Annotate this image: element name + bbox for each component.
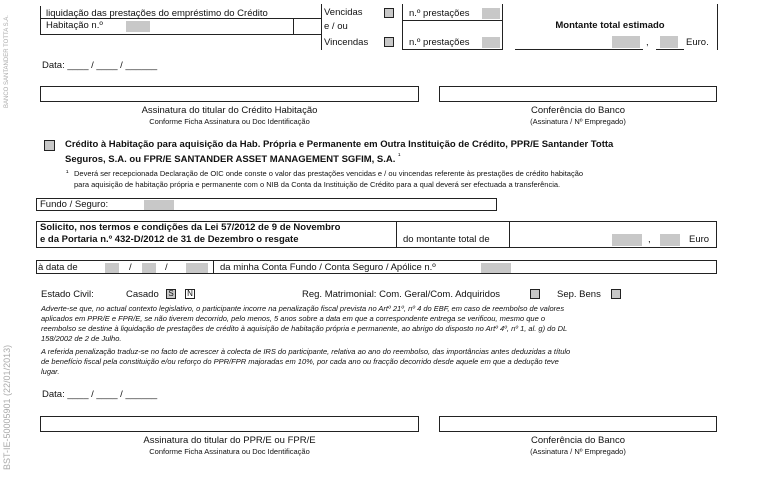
date-underline [100, 273, 212, 274]
montante-cents-field[interactable] [660, 36, 678, 48]
warning-line: Adverte-se que, no actual contexto legislativo, o participante incorre na penalização fiscal prevista no Artº 21º, nº 4 do EBF, em caso de reembolso de valores [41, 304, 565, 313]
n-prestacoes-label-1: n.º prestações [409, 8, 470, 19]
titular-credito-sub: Conforme Ficha Assinatura ou Doc Identificação [149, 117, 310, 126]
divider [509, 221, 510, 248]
divider [40, 18, 322, 19]
estado-civil-label: Estado Civil: [41, 289, 94, 300]
divider [40, 6, 41, 34]
warning-line: reembolso se destine à liquidação de prestações de crédito à aquisição de habitação própria e permanente, ao abrigo do disposto no Artº 4º, nº 1, al. g) do DL [41, 324, 568, 333]
divider [40, 34, 322, 35]
side-code-top: BANCO SANTANDER TOTTA S.A. [4, 15, 10, 108]
credito-habitacao-checkbox[interactable] [44, 140, 55, 151]
liquidacao-label: liquidação das prestações do empréstimo do Crédito [46, 8, 268, 19]
titular-ppr-title: Assinatura do titular do PPR/E ou FPR/E [143, 435, 316, 446]
resgate-comma: , [648, 234, 651, 245]
warning-line: aplicados em PPR/E e FPR/E, se não tiverem decorrido, pelo menos, 5 anos sobre a data em que a correspondente entrega se verificou, mesmo que o [41, 314, 546, 323]
titular-ppr-signature-box[interactable] [40, 416, 419, 432]
separacao-label: Sep. Bens [557, 289, 601, 300]
montante-euros-field[interactable] [612, 36, 640, 48]
comunhao-checkbox[interactable] [530, 289, 540, 299]
bank-conference-sub-2: (Assinatura / Nº Empregado) [530, 447, 626, 456]
vencidas-label: Vencidas [324, 7, 363, 18]
credito-note-1: Deverá ser recepcionada Declaração de OIC onde conste o valor das prestações vencidas e / ou vincendas referente às prestações de crédito habitação [74, 169, 584, 178]
divider [402, 49, 502, 50]
divider [293, 18, 294, 34]
habitacao-number-field[interactable] [126, 21, 150, 32]
fundo-seguro-field[interactable] [144, 200, 174, 210]
warning-line: lugar. [41, 367, 60, 376]
resgate-cents-field[interactable] [660, 234, 680, 246]
cents-underline [656, 49, 684, 50]
currency-label: Euro. [686, 37, 709, 48]
warning-line: 158/2002 de 2 de Julho. [41, 334, 122, 343]
date-slash-2: / [165, 262, 168, 273]
credito-line-2: Seguros, S.A. ou FPR/E SANTANDER ASSET MANAGEMENT SGFIM, S.A. [65, 154, 396, 166]
titular-ppr-sub: Conforme Ficha Assinatura ou Doc Identificação [149, 447, 310, 456]
credito-line-1: Crédito à Habitação para aquisição da Hab. Própria e Permanente em Outra Instituição de Crédito, PPR/E Santander Totta [65, 139, 614, 150]
montante-total-label: do montante total de [403, 234, 490, 245]
titular-credito-signature-box[interactable] [40, 86, 419, 102]
bank-conference-sub-1: (Assinatura / Nº Empregado) [530, 117, 626, 126]
n-prestacoes-vincendas-field[interactable] [482, 37, 500, 48]
montante-underline [515, 49, 643, 50]
warning-line: de benefício fiscal pela constituição e/ou reforço do PPR/FPR majoradas em 10%, por cada ano ou fracção decorrido desde aquele em que a dedução teve [41, 357, 559, 366]
divider [502, 4, 503, 50]
bank-conference-signature-box-2[interactable] [439, 416, 717, 432]
habitacao-label: Habitação n.º [46, 20, 103, 31]
resgate-currency: Euro [689, 234, 710, 245]
conta-label: da minha Conta Fundo / Conta Seguro / Apólice n.º [220, 262, 436, 273]
vincendas-label: Vincendas [324, 37, 369, 48]
a-data-label: à data de [38, 262, 78, 273]
conta-number-field[interactable] [481, 263, 511, 273]
date-label-1: Data: ____ / ____ / ______ [42, 60, 158, 71]
date-slash-1: / [129, 262, 132, 273]
montante-comma: , [646, 37, 649, 48]
vincendas-checkbox[interactable] [384, 37, 394, 47]
divider [396, 221, 397, 248]
date-label-2: Data: ____ / ____ / ______ [42, 389, 158, 400]
titular-credito-title: Assinatura do titular do Crédito Habitação [141, 105, 318, 116]
vencidas-checkbox[interactable] [384, 8, 394, 18]
divider [717, 4, 718, 50]
warning-line: A referida penalização traduz-se no facto de acrescer à colecta de IRS do participante, relativa ao ano do reembolso, das importâncias antes deduzidas a título [41, 347, 571, 356]
casado-label: Casado [126, 289, 159, 300]
credito-note-mark: ¹ [66, 168, 69, 177]
footnote-mark: ¹ [398, 153, 401, 160]
solicito-line-2: e da Portaria n.º 432-D/2012 de 31 de Dezembro o resgate [40, 234, 299, 245]
bank-conference-title-1: Conferência do Banco [530, 105, 625, 116]
bank-conference-title-2: Conferência do Banco [530, 435, 625, 446]
separacao-checkbox[interactable] [611, 289, 621, 299]
divider [402, 20, 502, 21]
date-year-field[interactable] [186, 263, 208, 273]
casado-sim-checkbox[interactable]: S [166, 289, 176, 299]
divider [213, 260, 214, 274]
side-code-bottom: BST-IE-50005901 (22/01/2013) [2, 344, 12, 470]
solicito-line-1: Solicito, nos termos e condições da Lei 57/2012 de 9 de Novembro [40, 222, 341, 233]
bank-conference-signature-box-1[interactable] [439, 86, 717, 102]
e-ou-label: e / ou [324, 21, 348, 32]
date-month-field[interactable] [142, 263, 156, 273]
regime-label: Reg. Matrimonial: Com. Geral/Com. Adquiridos [302, 289, 500, 300]
n-prestacoes-vencidas-field[interactable] [482, 8, 500, 19]
date-day-field[interactable] [105, 263, 119, 273]
n-prestacoes-label-2: n.º prestações [409, 37, 470, 48]
credito-note-2: para aquisição de habitação própria e permanente com o NIB da Conta da Instituição de Crédito para a qual deverá ser efectuada a transferência. [74, 180, 561, 189]
divider [321, 4, 322, 50]
fundo-seguro-label: Fundo / Seguro: [40, 199, 109, 210]
divider [402, 4, 403, 50]
resgate-euros-field[interactable] [612, 234, 642, 246]
montante-title: Montante total estimado [555, 20, 665, 31]
casado-nao-checkbox[interactable]: N [185, 289, 195, 299]
